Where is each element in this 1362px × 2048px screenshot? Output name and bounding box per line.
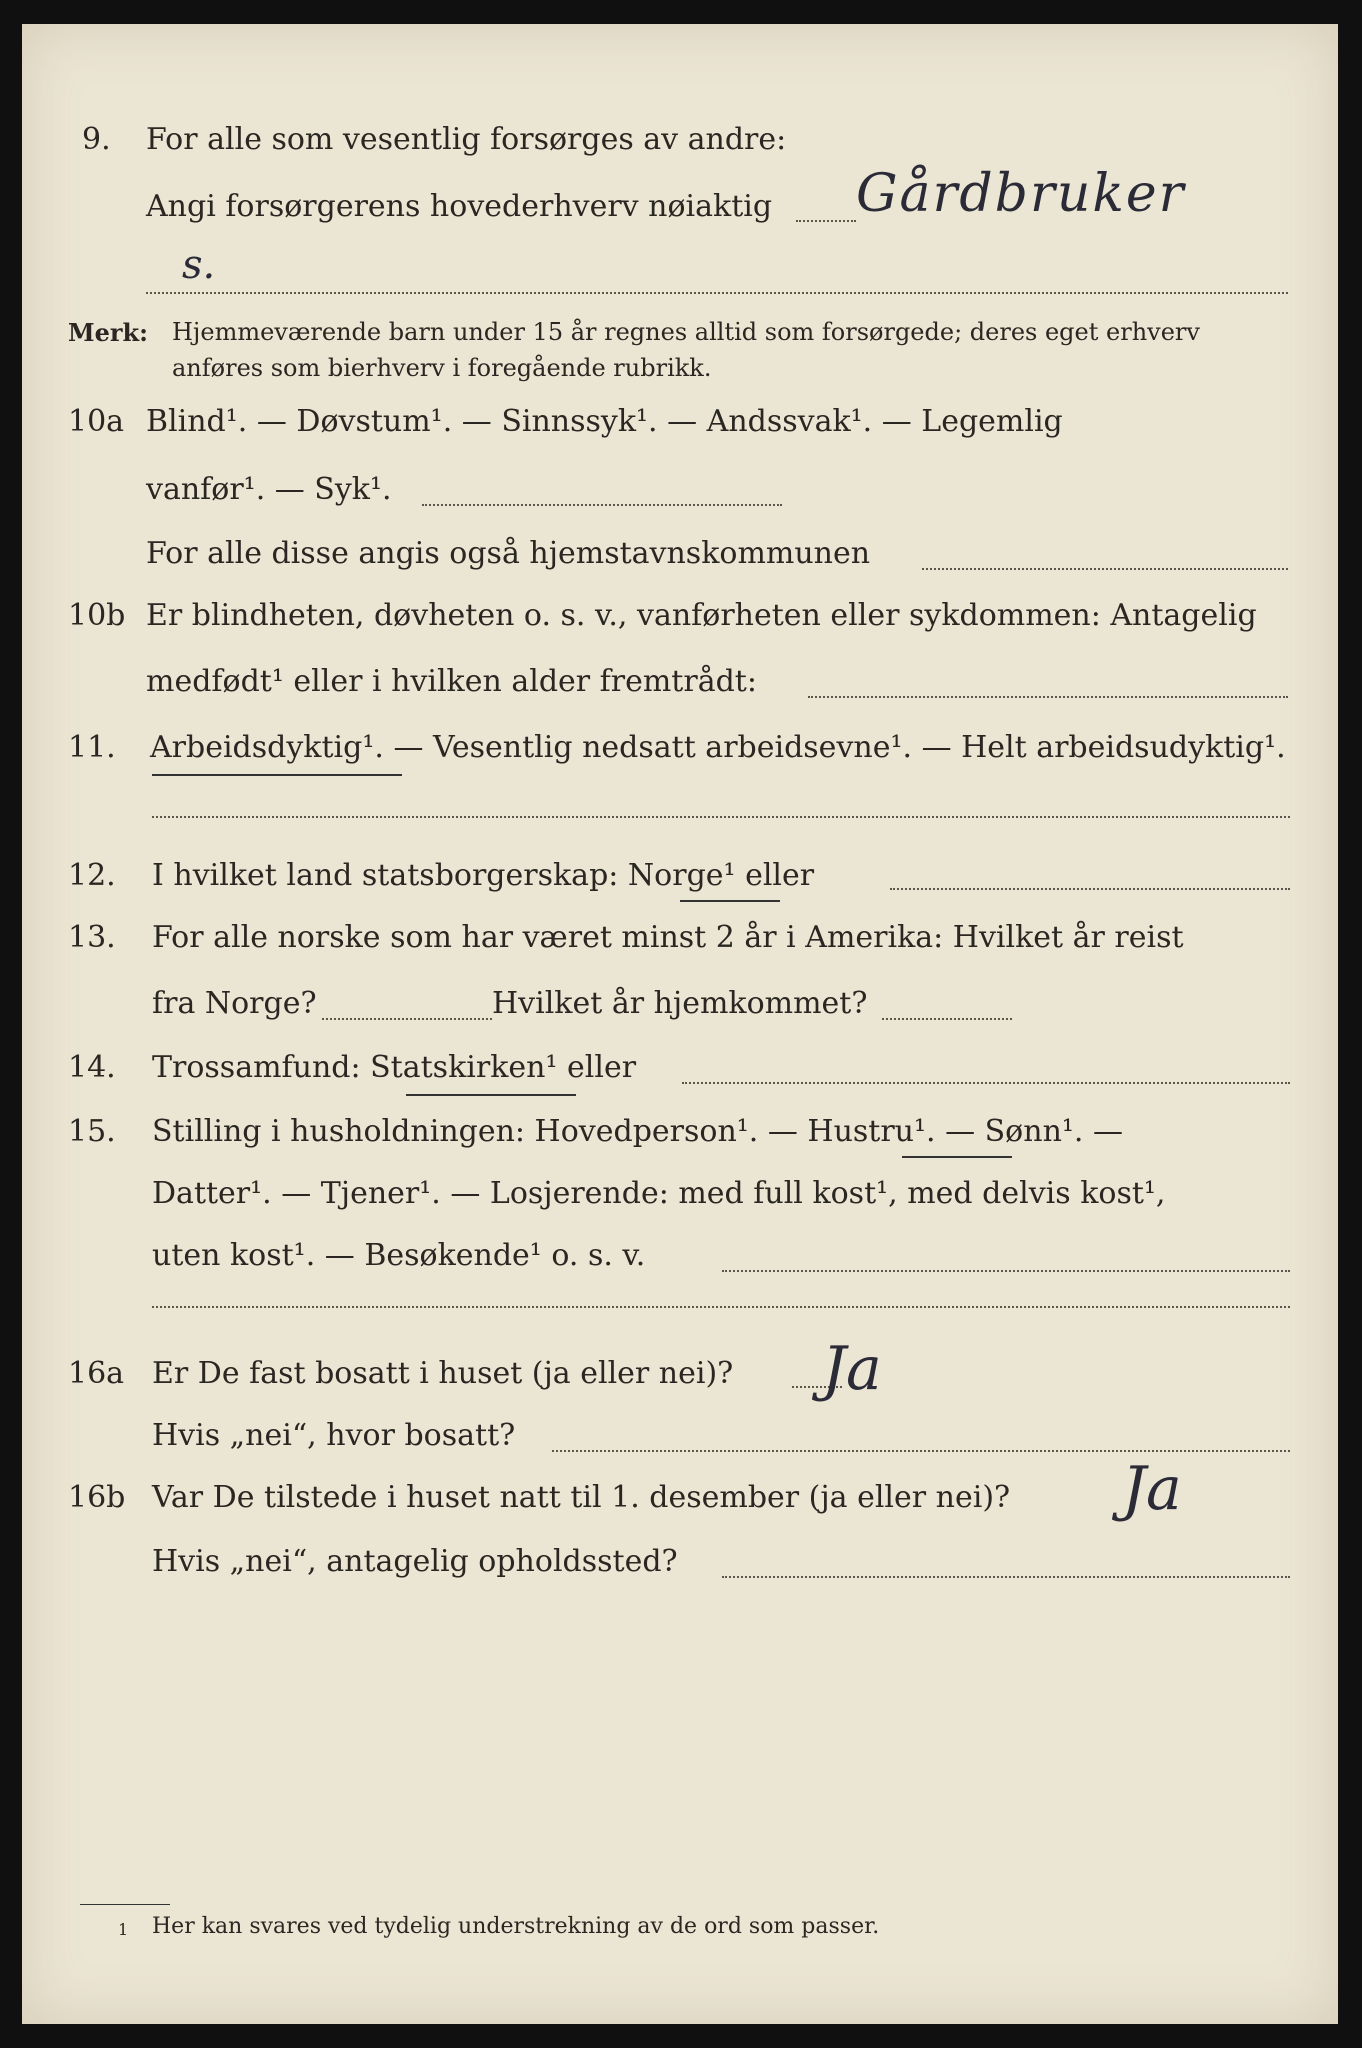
q14-leader <box>682 1082 1290 1084</box>
q15-leader <box>722 1270 1290 1272</box>
q15-line1: Stilling i husholdningen: Hovedperson¹. — Hustru¹. — Sønn¹. — <box>152 1114 1123 1149</box>
q16b-line2: Hvis „nei“, antagelig opholdssted? <box>152 1544 678 1579</box>
q15-answer-line <box>152 1306 1290 1308</box>
q11-number: 11. <box>68 730 116 765</box>
q9-handwritten-answer-2: s. <box>182 242 216 288</box>
q13-line1: For alle norske som har været minst 2 år i Amerika: Hvilket år reist <box>152 920 1184 955</box>
q10b-leader <box>808 696 1288 698</box>
footnote-mark: 1 <box>118 1920 129 1939</box>
merk-line1: Hjemmeværende barn under 15 år regnes alltid som forsørgede; deres eget erhverv <box>172 318 1200 346</box>
q14-line1: Trossamfund: Statskirken¹ eller <box>152 1050 637 1085</box>
q12-leader <box>890 888 1290 890</box>
q16b-number: 16b <box>68 1480 126 1515</box>
q14-underline-statskirken <box>406 1094 576 1096</box>
q16b-line1: Var De tilstede i huset natt til 1. desember (ja eller nei)? <box>152 1480 1011 1515</box>
q12-underline-norge <box>680 900 780 902</box>
q10a-line2-leader <box>422 504 782 506</box>
q9-answer-line <box>146 292 1288 294</box>
q16a-line2-leader <box>552 1450 1290 1452</box>
q13-year-returned-leader <box>882 1018 1012 1020</box>
q13-year-left-leader <box>322 1018 492 1020</box>
q16b-line2-leader <box>722 1576 1290 1578</box>
merk-label: Merk: <box>68 318 148 347</box>
q15-number: 15. <box>68 1114 116 1149</box>
q10a-line3-leader <box>922 568 1288 570</box>
q13-number: 13. <box>68 920 116 955</box>
q16a-handwritten-answer: Ja <box>822 1334 882 1404</box>
merk-line2: anføres som bierhverv i foregående rubrikk. <box>172 354 712 382</box>
q11-answer-line <box>152 816 1290 818</box>
q15-underline-hustru <box>902 1156 1012 1158</box>
q16a-line1: Er De fast bosatt i huset (ja eller nei)? <box>152 1356 734 1391</box>
q10a-number: 10a <box>68 404 125 439</box>
footnote-rule <box>80 1904 170 1905</box>
q13-line2b: Hvilket år hjemkommet? <box>492 986 868 1021</box>
q16a-line2: Hvis „nei“, hvor bosatt? <box>152 1418 516 1453</box>
q9-dotted-leader <box>796 220 856 222</box>
q16b-handwritten-answer: Ja <box>1122 1454 1182 1524</box>
q14-number: 14. <box>68 1050 116 1085</box>
q10b-line2: medfødt¹ eller i hvilken alder fremtrådt: <box>146 664 757 699</box>
q10a-line1: Blind¹. — Døvstum¹. — Sinnssyk¹. — Andssvak¹. — Legemlig <box>146 404 1063 439</box>
q10a-line2: vanfør¹. — Syk¹. <box>146 472 392 507</box>
footnote-text: Her kan svares ved tydelig understrekning av de ord som passer. <box>152 1914 880 1939</box>
q9-line2: Angi forsørgerens hovederhverv nøiaktig <box>146 189 773 224</box>
q9-handwritten-answer: Gårdbruker <box>856 164 1186 224</box>
q9-line1: For alle som vesentlig forsørges av andre: <box>146 122 787 157</box>
q10a-line3: For alle disse angis også hjemstavnskommunen <box>146 536 871 571</box>
q10b-line1: Er blindheten, døvheten o. s. v., vanførheten eller sykdommen: Antagelig <box>146 598 1257 633</box>
q15-line2: Datter¹. — Tjener¹. — Losjerende: med full kost¹, med delvis kost¹, <box>152 1176 1166 1211</box>
q10b-number: 10b <box>68 598 126 633</box>
census-form-page <box>22 24 1338 2024</box>
q12-number: 12. <box>68 858 116 893</box>
q9-number: 9. <box>82 122 111 157</box>
q12-line1: I hvilket land statsborgerskap: Norge¹ eller <box>152 858 815 893</box>
q15-line3: uten kost¹. — Besøkende¹ o. s. v. <box>152 1238 646 1273</box>
q11-line1: Arbeidsdyktig¹. — Vesentlig nedsatt arbeidsevne¹. — Helt arbeidsudyktig¹. <box>150 730 1286 765</box>
q11-underline-arbeidsdyktig <box>152 774 402 776</box>
q16a-number: 16a <box>68 1356 125 1391</box>
q13-line2a: fra Norge? <box>152 986 317 1021</box>
